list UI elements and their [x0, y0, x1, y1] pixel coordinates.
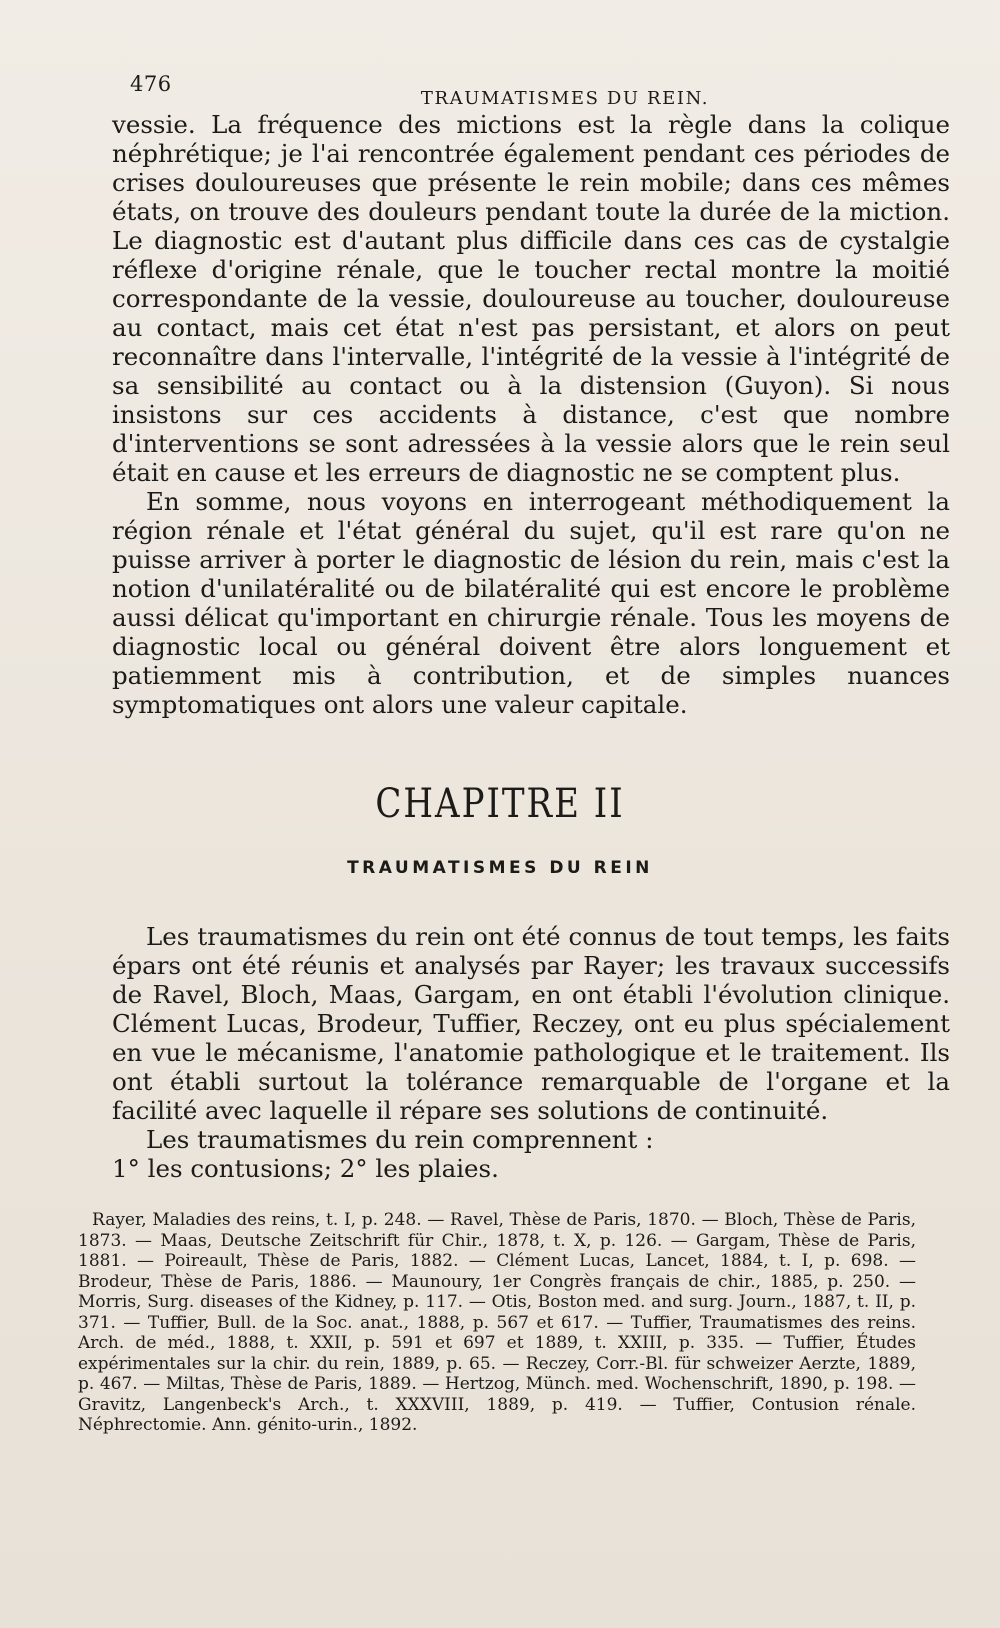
paragraph: 1° les contusions; 2° les plaies.	[112, 1154, 499, 1183]
paragraph: En somme, nous voyons en interrogeant méthodiquement la région rénale et l'état général du sujet, qu'il est rare qu'on ne puisse arriver à porter le diagnostic de lésion du rein, mais c'est la notion d'unilatéralité ou de bilatéralité qui est encore le problème aussi délicat qu'important en chirurgie rénale. Tous les moyens de diagnostic local ou général doivent être alors longuement et patiemment mis à contribution, et de simples nuances symptomatiques ont alors une valeur capitale.	[112, 487, 950, 719]
footnote-references: Rayer, Maladies des reins, t. I, p. 248. — Ravel, Thèse de Paris, 1870. — Bloch, Thèse de Paris, 1873. — Maas, Deutsche Zeitschrift für Chir., 1878, t. X, p. 126. — Gargam, Thèse de Paris, 1881. — Poireault, Thèse de Paris, 1882. — Clément Lucas, Lancet, 1884, t. I, p. 698. — Brodeur, Thèse de Paris, 1886. — Maunoury, 1er Congrès français de chir., 1885, p. 250. — Morris, Surg. diseases of the Kidney, p. 117. — Otis, Boston med. and surg. Journ., 1887, t. II, p. 371. — Tuffier, Bull. de la Soc. anat., 1888, p. 567 et 617. — Tuffier, Traumatismes des reins. Arch. de méd., 1888, t. XXII, p. 591 et 697 et 1889, t. XXIII, p. 335. — Tuffier, Études expérimentales sur la chir. du rein, 1889, p. 65. — Reczey, Corr.-Bl. für schweizer Aerzte, 1889, p. 467. — Miltas, Thèse de Paris, 1889. — Hertzog, Münch. med. Wochenschrift, 1890, p. 198. — Gravitz, Langenbeck's Arch., t. XXXVIII, 1889, p. 419. — Tuffier, Contusion rénale. Néphrectomie. Ann. génito-urin., 1892.	[78, 1210, 916, 1435]
running-head: TRAUMATISMES DU REIN.	[420, 88, 710, 109]
chapter-title: CHAPITRE II	[375, 780, 625, 828]
page-number: 476	[130, 72, 172, 96]
footnotes	[78, 1210, 916, 1436]
paragraph: Les traumatismes du rein comprennent :	[146, 1125, 654, 1154]
page-header	[130, 72, 930, 109]
paragraph: vessie. La fréquence des mictions est la règle dans la colique néphrétique; je l'ai rencontrée également pendant ces périodes de crises douloureuses que présente le rein mobile; dans ces mêmes états, on trouve des douleurs pendant toute la durée de la miction. Le diagnostic est d'autant plus difficile dans ces cas de cystalgie réflexe d'origine rénale, que le toucher rectal montre la moitié correspondante de la vessie, douloureuse au toucher, douloureuse au contact, mais cet état n'est pas persistant, et alors on peut reconnaître dans l'intervalle, l'intégrité de la vessie à l'intégrité de sa sensibilité au contact ou à la distension (Guyon). Si nous insistons sur ces accidents à distance, c'est que nombre d'interventions se sont adressées à la vessie alors que le rein seul était en cause et les erreurs de diagnostic ne se comptent plus.	[112, 110, 950, 487]
chapter-subtitle: TRAUMATISMES DU REIN	[347, 858, 653, 878]
paragraph: Les traumatismes du rein ont été connus de tout temps, les faits épars ont été réunis et analysés par Rayer; les travaux successifs de Ravel, Bloch, Maas, Gargam, en ont établi l'évolution clinique. Clément Lucas, Brodeur, Tuffier, Reczey, ont eu plus spécialement en vue le mécanisme, l'anatomie pathologique et le traitement. Ils ont établi surtout la tolérance remarquable de l'organe et la facilité avec laquelle il répare ses solutions de continuité.	[112, 922, 950, 1125]
section-text-top	[112, 110, 950, 719]
section-text-chapter	[112, 922, 950, 1183]
chapter-heading	[0, 780, 1000, 878]
